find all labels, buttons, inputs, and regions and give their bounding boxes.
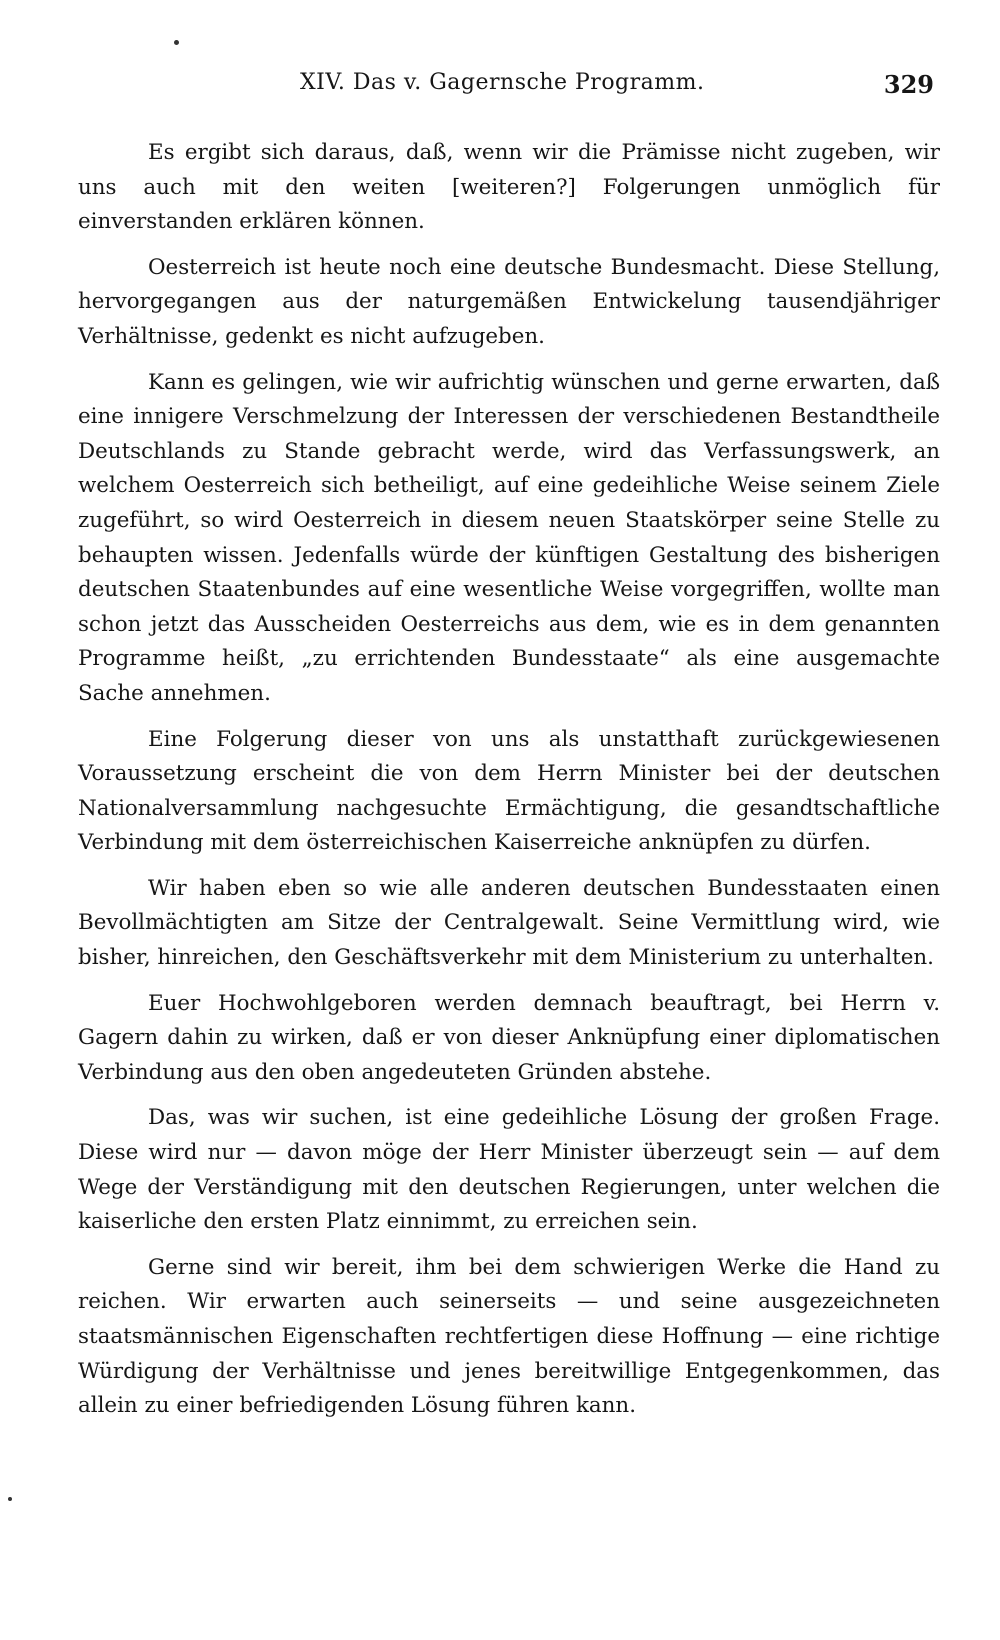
margin-speck	[174, 40, 179, 45]
paragraph: Oesterreich ist heute noch eine deutsche Bundesmacht. Diese Stellung, hervorgegangen aus der naturgemäßen Entwickelung tausendjähriger Verhältnisse, gedenkt es nicht aufzugeben.	[78, 254, 940, 349]
paragraph: Euer Hochwohlgeboren werden demnach beauftragt, bei Herrn v. Gagern dahin zu wirken, daß er von dieser Anknüpfung einer diplomatischen Verbindung aus den oben angedeuteten Gründen abstehe.	[78, 990, 940, 1085]
paragraph: Kann es gelingen, wie wir aufrichtig wünschen und gerne erwarten, daß eine innigere Verschmelzung der Interessen der verschiedenen Bestandtheile Deutschlands zu Stande gebracht werde, wird das Verfassungswerk, an welchem Oesterreich sich betheiligt, auf eine gedeihliche Weise seinem Ziele zugeführt, so wird Oesterreich in diesem neuen Staatskörper seine Stelle zu behaupten wissen. Jedenfalls würde der künftigen Gestaltung des bisherigen deutschen Staatenbundes auf eine wesentliche Weise vorgegriffen, wollte man schon jetzt das Ausscheiden Oesterreichs aus dem, wie es in dem genannten Programme heißt, „zu errichtenden Bundesstaate“ als eine ausgemachte Sache annehmen.	[78, 369, 940, 706]
paragraph: Wir haben eben so wie alle anderen deutschen Bundesstaaten einen Bevollmächtigten am Sitze der Centralgewalt. Seine Vermittlung wird, wie bisher, hinreichen, den Geschäftsverkehr mit dem Ministerium zu unterhalten.	[78, 875, 940, 971]
margin-speck	[8, 1497, 12, 1501]
body-text	[78, 136, 940, 1435]
paragraph: Es ergibt sich daraus, daß, wenn wir die Prämisse nicht zugeben, wir uns auch mit den weiten [weiteren?] Folgerungen unmöglich für einverstanden erklären können.	[78, 140, 940, 235]
paragraph: Das, was wir suchen, ist eine gedeihliche Lösung der großen Frage. Diese wird nur — davon möge der Herr Minister überzeugt sein — auf dem Wege der Verständigung mit den deutschen Regierungen, unter welchen die kaiserliche den ersten Platz einnimmt, zu erreichen sein.	[78, 1105, 940, 1235]
paragraph: Gerne sind wir bereit, ihm bei dem schwierigen Werke die Hand zu reichen. Wir erwarten auch seinerseits — und seine ausgezeichneten staatsmännischen Eigenschaften rechtfertigen diese Hoffnung — eine richtige Würdigung der Verhältnisse und jenes bereitwillige Entgegenkommen, das allein zu einer befriedigenden Lösung führen kann.	[78, 1254, 940, 1419]
running-title: XIV. Das v. Gagernsche Programm.	[300, 70, 705, 95]
running-head	[78, 70, 940, 104]
page-number: 329	[883, 70, 934, 99]
paragraph: Eine Folgerung dieser von uns als unstatthaft zurückgewiesenen Voraussetzung erscheint die von dem Herrn Minister bei der deutschen Nationalversammlung nachgesuchte Ermächtigung, die gesandtschaftliche Verbindung mit dem österreichischen Kaiserreiche anknüpfen zu dürfen.	[78, 726, 940, 856]
